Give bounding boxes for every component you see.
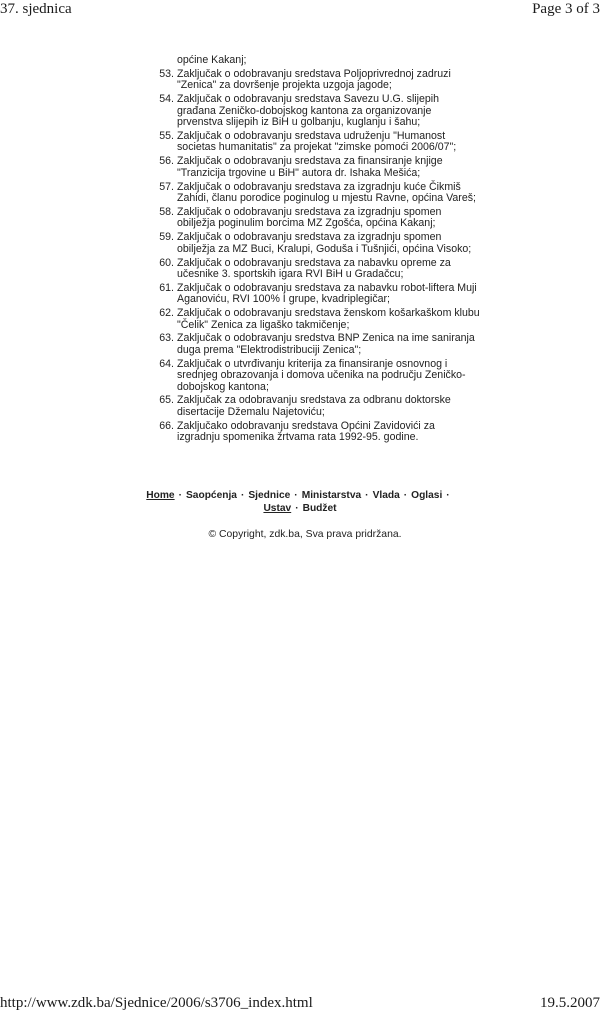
nav-link-home[interactable]: Home — [146, 490, 175, 501]
nav-separator: · — [365, 490, 369, 501]
list-item — [140, 207, 480, 230]
list-item-number: 57. — [159, 180, 174, 193]
list-item-text: Zaključak za odobravanju sredstava za odbranu doktorske disertacije Džemalu Najetoviću; — [177, 394, 451, 418]
nav-link-vlada[interactable]: Vlada — [372, 490, 400, 501]
list-item — [140, 258, 480, 281]
list-item-text: Zaključak o odobravanju sredstava Savezu U.G. slijepih građana Zeničko-dobojskog kantona za organizovanje prvenstva slijepih iz BiH u golbanju, kuglanju i šahu; — [177, 93, 440, 129]
list-item-number: 54. — [159, 93, 174, 106]
list-item — [140, 283, 480, 306]
conclusions-ordered-list — [140, 69, 480, 444]
session-conclusions-list — [140, 55, 480, 446]
list-item-number: 56. — [159, 155, 174, 168]
list-item-text: Zaključak o odobravanju sredstava udruženju "Humanost societas humanitatis" za projekat "zimske pomoći 2006/07"; — [177, 129, 457, 154]
list-item-number: 62. — [159, 307, 174, 320]
list-item-text: Zaključak o odobravanju sredstava ženskom košarkaškom klubu "Čelik" Zenica za ligaško takmičenje; — [177, 307, 480, 331]
list-item-number: 53. — [159, 67, 174, 80]
print-header-page-number: Page 3 of 3 — [532, 1, 600, 17]
nav-separator: · — [403, 490, 408, 501]
list-item — [140, 182, 480, 205]
list-item — [140, 395, 480, 418]
nav-link-ustav[interactable]: Ustav — [263, 503, 292, 514]
list-item-text: Zaključak o odobravanju sredstava za izgradnju spomen obilježja za MZ Buci, Kralupi, Goduša i Tušnjići, općina Visoko; — [177, 231, 472, 255]
list-item-number: 61. — [159, 281, 174, 294]
list-item-number: 59. — [159, 231, 174, 244]
list-item — [140, 131, 480, 154]
nav-separator: · — [240, 490, 245, 501]
list-item-number: 66. — [159, 419, 174, 432]
print-header-title: 37. sjednica — [0, 1, 72, 17]
list-item-text: Zaključak o odobravanju sredstava za finansiranje knjige "Tranzicija trgovine u BiH" autora dr. Ishaka Mešića; — [177, 155, 443, 179]
print-footer-date: 19.5.2007 — [540, 995, 600, 1011]
list-item — [140, 421, 480, 444]
list-item-number: 58. — [159, 205, 174, 218]
print-footer-url: http://www.zdk.ba/Sjednice/2006/s3706_index.html — [0, 995, 313, 1011]
list-item-number: 63. — [159, 332, 174, 345]
list-item-text: Zaključak o odobravanju sredstava za nabavku robot-liftera Muji Aganoviću, RVI 100% I grupe, kvadriplegičar; — [177, 281, 477, 306]
list-item-text: Zaključak o odobravanju sredstva BNP Zenica na ime saniranja duga prema "Elektrodistribuciji Zenica"; — [177, 332, 475, 356]
site-navigation — [130, 489, 470, 515]
list-item-text: Zaključak o odobravanju sredstava za nabavku opreme za učesnike 3. sportskih igara RVI BiH u Gradačcu; — [177, 256, 451, 280]
list-item — [140, 333, 480, 356]
nav-link-ministarstva[interactable]: Ministarstva — [301, 490, 362, 501]
nav-separator: · — [294, 490, 298, 501]
list-item — [140, 232, 480, 255]
list-item-number: 64. — [159, 357, 174, 370]
list-item-number: 55. — [159, 129, 174, 142]
list-item-number: 60. — [159, 256, 174, 269]
copyright-notice: © Copyright, zdk.ba, Sva prava pridržana. — [208, 529, 402, 540]
nav-separator: · — [178, 490, 183, 501]
nav-link-budzet[interactable]: Budžet — [302, 503, 337, 514]
list-item — [140, 359, 480, 393]
list-item — [140, 94, 480, 128]
list-item-text: Zaključak o odobravanju sredstava Poljoprivrednoj zadruzi "Zenica" za dovršenje projekta uzgoja jagode; — [177, 67, 451, 92]
continuation-text: općine Kakanj; — [177, 54, 247, 66]
list-item-number: 65. — [159, 394, 174, 407]
list-item-text: Zaključak o utvrđivanju kriterija za finansiranje osnovnog i srednjeg obrazovanja i domova učenika na području Zeničko-dobojskog kantona; — [177, 357, 466, 393]
nav-separator: · — [446, 490, 450, 501]
list-item — [140, 69, 480, 92]
nav-link-saopcenja[interactable]: Saopćenja — [186, 490, 237, 501]
list-item-text: Zaključak o odobravanju sredstava za izgradnju spomen obilježja poginulim borcima MZ Zgošća, općina Kakanj; — [177, 205, 442, 230]
nav-separator: · — [295, 503, 299, 514]
list-item-text: Zaključak o odobravanju sredstava za izgradnju kuće Čikmiš Zahidi, članu porodice poginulog u mjestu Ravne, općina Vareš; — [177, 180, 476, 204]
nav-link-sjednice[interactable]: Sjednice — [248, 490, 291, 501]
list-item — [140, 156, 480, 179]
list-item — [140, 308, 480, 331]
nav-link-oglasi[interactable]: Oglasi — [411, 490, 443, 501]
list-item-text: Zaključako odobravanju sredstava Općini Zavidovići za izgradnju spomenika žrtvama rata 1992-95. godine. — [177, 419, 435, 444]
